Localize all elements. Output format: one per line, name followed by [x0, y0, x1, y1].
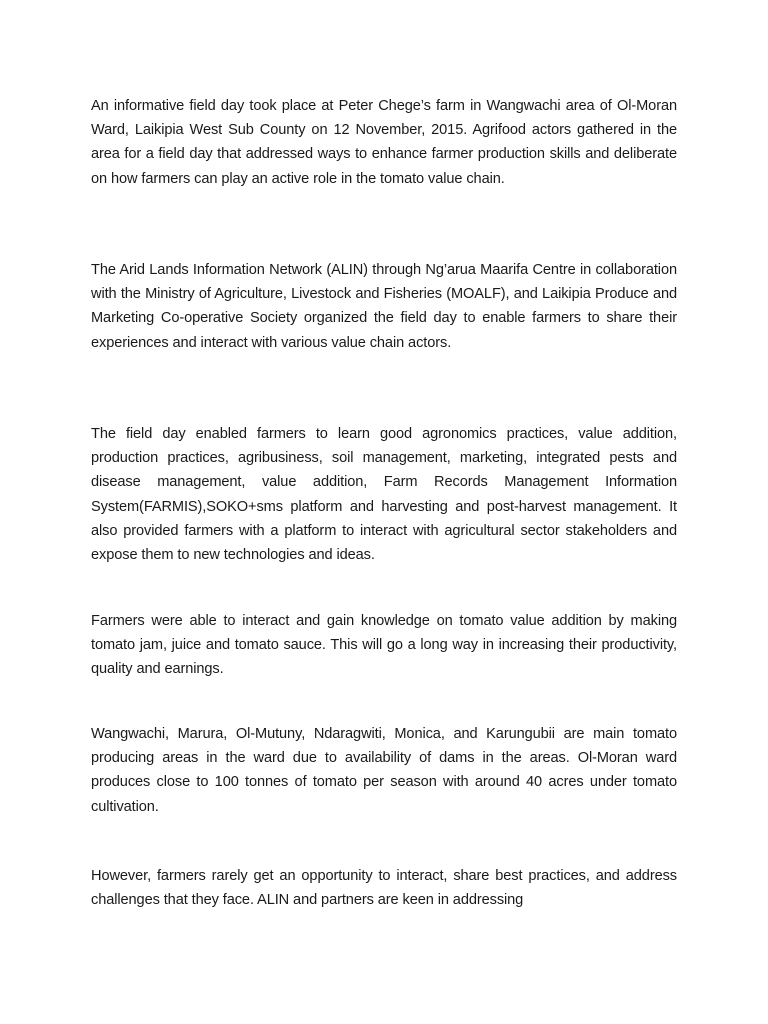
paragraph-organizers: The Arid Lands Information Network (ALIN) through Ng’arua Maarifa Centre in collaboration with the Ministry of Agriculture, Livestock and Fisheries (MOALF), and Laikipia Produce and Marketing Co-operative Society organized the field day to enable farmers to share their experiences and interact with various value chain actors. [91, 262, 677, 351]
paragraph-value-addition: Farmers were able to interact and gain knowledge on tomato value addition by making tomato jam, juice and tomato sauce. This will go a long way in increasing their productivity, quality and earnings. [91, 613, 677, 678]
paragraph-topics-learned: The field day enabled farmers to learn good agronomics practices, value addition, production practices, agribusiness, soil management, marketing, integrated pests and disease management, value addition, Farm Records Management Information System(FARMIS),SOKO+sms platform and harvesting and post-harvest management. It also provided farmers with a platform to interact with agricultural sector stakeholders and expose them to new technologies and ideas. [91, 426, 677, 564]
paragraph-producing-areas: Wangwachi, Marura, Ol-Mutuny, Ndaragwiti, Monica, and Karungubii are main tomato producing areas in the ward due to availability of dams in the areas. Ol-Moran ward produces close to 100 tonnes of tomato per season with around 40 acres under tomato cultivation. [91, 726, 677, 815]
paragraph-field-day-intro: An informative field day took place at Peter Chege’s farm in Wangwachi area of Ol-Moran Ward, Laikipia West Sub County on 12 November, 2015. Agrifood actors gathered in the area for a field day that addressed ways to enhance farmer production skills and deliberate on how farmers can play an active role in the tomato value chain. [91, 98, 677, 187]
paragraph-challenges: However, farmers rarely get an opportunity to interact, share best practices, and address challenges that they face. ALIN and partners are keen in addressing [91, 868, 677, 909]
